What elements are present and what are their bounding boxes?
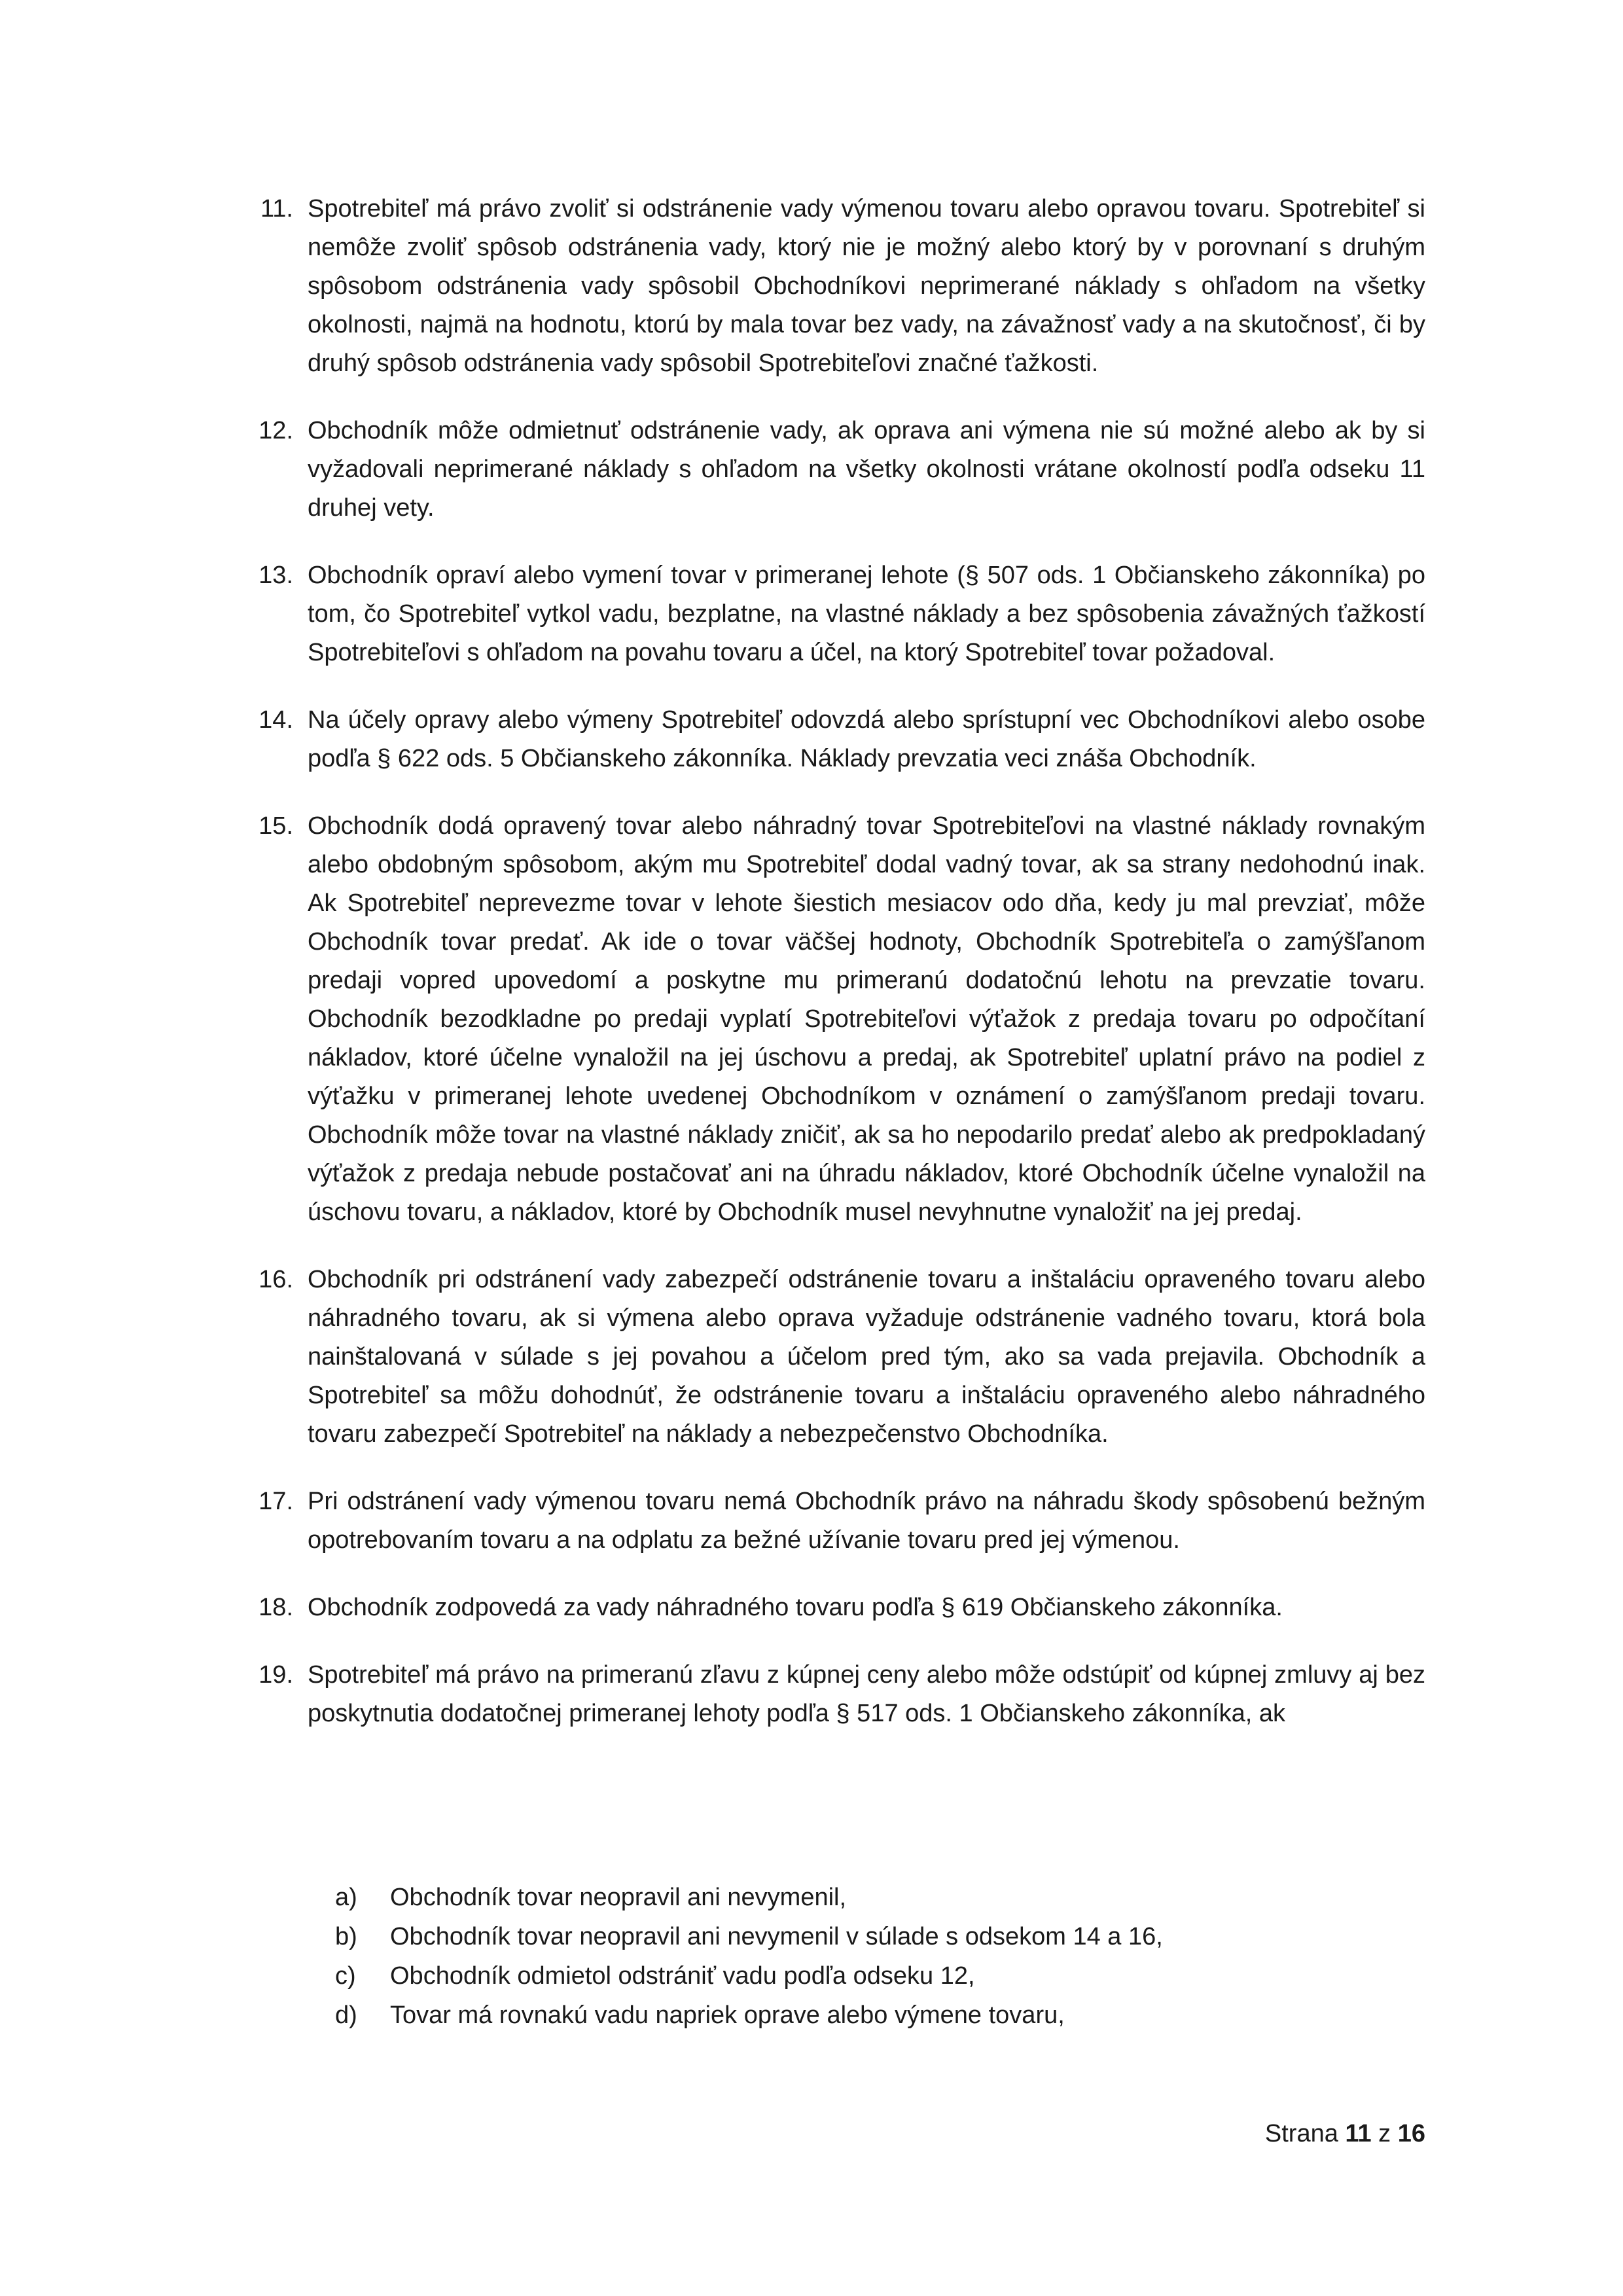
sublist-letter: c) bbox=[335, 1962, 356, 1990]
list-item bbox=[241, 412, 1425, 528]
item-text: Na účely opravy alebo výmeny Spotrebiteľ odovzdá alebo sprístupní vec Obchodníkovi alebo osobe podľa § 622 ods. 5 Občianskeho zákonníka. Náklady prevzatia veci znáša Obchodník. bbox=[308, 706, 1425, 772]
list-item bbox=[241, 1482, 1425, 1560]
lettered-sublist bbox=[335, 1878, 1421, 2036]
sublist-item bbox=[335, 1996, 1421, 2035]
item-number: 16. bbox=[259, 1266, 293, 1293]
item-number: 11. bbox=[260, 195, 293, 223]
sublist-text: Tovar má rovnakú vadu napriek oprave alebo výmene tovaru, bbox=[390, 2001, 1065, 2029]
sublist-text: Obchodník tovar neopravil ani nevymenil, bbox=[390, 1884, 847, 1911]
item-text: Obchodník môže odmietnuť odstránenie vady, ak oprava ani výmena nie sú možné alebo ak by si vyžadovali neprimerané náklady s ohľadom na všetky okolnosti vrátane okolností podľa odseku 11 druhej vety. bbox=[308, 417, 1425, 522]
page-separator: z bbox=[1378, 2120, 1391, 2147]
sublist-letter: d) bbox=[335, 2001, 357, 2029]
sublist-item bbox=[335, 1957, 1421, 1996]
list-item bbox=[241, 807, 1425, 1232]
item-number: 19. bbox=[259, 1661, 293, 1689]
item-text: Spotrebiteľ má právo zvoliť si odstránenie vady výmenou tovaru alebo opravou tovaru. Spotrebiteľ si nemôže zvoliť spôsob odstránenia vady, ktorý nie je možný alebo ktorý by v porovnaní s druhým spôsobom odstránenia vady spôsobil Obchodníkovi neprimerané náklady s ohľadom na všetky okolnosti, najmä na hodnotu, ktorú by mala tovar bez vady, na závažnosť vady a na skutočnosť, či by druhý spôsob odstránenia vady spôsobil Spotrebiteľovi značné ťažkosti. bbox=[308, 195, 1425, 377]
item-text: Spotrebiteľ má právo na primeranú zľavu z kúpnej ceny alebo môže odstúpiť od kúpnej zmluvy aj bez poskytnutia dodatočnej primeranej lehoty podľa § 517 ods. 1 Občianskeho zákonníka, ak bbox=[308, 1661, 1425, 1727]
list-item bbox=[241, 1261, 1425, 1454]
total-pages-number: 16 bbox=[1397, 2120, 1425, 2147]
item-text: Obchodník zodpovedá za vady náhradného tovaru podľa § 619 Občianskeho zákonníka. bbox=[308, 1594, 1283, 1621]
list-item bbox=[241, 701, 1425, 778]
item-text: Obchodník dodá opravený tovar alebo náhradný tovar Spotrebiteľovi na vlastné náklady rovnakým alebo obdobným spôsobom, akým mu Spotrebiteľ dodal vadný tovar, ak sa strany nedohodnú inak. Ak Spotrebiteľ neprevezme tovar v lehote šiestich mesiacov odo dňa, kedy ju mal prevziať, môže Obchodník tovar predať. Ak ide o tovar väčšej hodnoty, Obchodník Spotrebiteľa o zamýšľanom predaji vopred upovedomí a poskytne mu primeranú dodatočnú lehotu na prevzatie tovaru. Obchodník bezodkladne po predaji vyplatí Spotrebiteľovi výťažok z predaja tovaru po odpočítaní nákladov, ktoré účelne vynaložil na jej úschovu a predaj, ak Spotrebiteľ uplatní právo na podiel z výťažku v primeranej lehote uvedenej Obchodníkom v oznámení o zamýšľanom predaji tovaru. Obchodník môže tovar na vlastné náklady zničiť, ak sa ho nepodarilo predať alebo ak predpokladaný výťažok z predaja nebude postačovať ani na úhradu nákladov, ktoré Obchodník účelne vynaložil na úschovu tovaru, a nákladov, ktoré by Obchodník musel nevyhnutne vynaložiť na jej predaj. bbox=[308, 812, 1425, 1226]
page-label: Strana bbox=[1264, 2120, 1338, 2147]
list-item bbox=[241, 1656, 1425, 1733]
list-item bbox=[241, 1588, 1425, 1627]
list-item bbox=[241, 556, 1425, 672]
numbered-list bbox=[241, 190, 1425, 1762]
sublist-letter: a) bbox=[335, 1884, 357, 1911]
item-number: 12. bbox=[259, 417, 293, 444]
sublist-letter: b) bbox=[335, 1923, 357, 1950]
item-number: 13. bbox=[259, 562, 293, 589]
sublist-text: Obchodník odmietol odstrániť vadu podľa odseku 12, bbox=[390, 1962, 975, 1990]
item-text: Pri odstránení vady výmenou tovaru nemá Obchodník právo na náhradu škody spôsobenú bežným opotrebovaním tovaru a na odplatu za bežné užívanie tovaru pred jej výmenou. bbox=[308, 1488, 1425, 1554]
item-text: Obchodník opraví alebo vymení tovar v primeranej lehote (§ 507 ods. 1 Občianskeho zákonníka) po tom, čo Spotrebiteľ vytkol vadu, bezplatne, na vlastné náklady a bez spôsobenia závažných ťažkostí Spotrebiteľovi s ohľadom na povahu tovaru a účel, na ktorý Spotrebiteľ tovar požadoval. bbox=[308, 562, 1425, 666]
item-text: Obchodník pri odstránení vady zabezpečí odstránenie tovaru a inštaláciu opraveného tovaru alebo náhradného tovaru, ak si výmena alebo oprava vyžaduje odstránenie vadného tovaru, ktorá bola nainštalovaná v súlade s jej povahou a účelom pred tým, ako sa vada prejavila. Obchodník a Spotrebiteľ sa môžu dohodnúť, že odstránenie tovaru a inštaláciu opraveného alebo náhradného tovaru zabezpečí Spotrebiteľ na náklady a nebezpečenstvo Obchodníka. bbox=[308, 1266, 1425, 1448]
page-number-footer bbox=[1265, 2117, 1425, 2150]
sublist-item bbox=[335, 1918, 1421, 1956]
current-page-number: 11 bbox=[1345, 2120, 1372, 2147]
item-number: 14. bbox=[259, 706, 293, 734]
list-item bbox=[241, 190, 1425, 383]
item-number: 17. bbox=[259, 1488, 293, 1515]
sublist-item bbox=[335, 1878, 1421, 1917]
item-number: 15. bbox=[259, 812, 293, 840]
sublist-text: Obchodník tovar neopravil ani nevymenil v súlade s odsekom 14 a 16, bbox=[390, 1923, 1163, 1950]
item-number: 18. bbox=[259, 1594, 293, 1621]
